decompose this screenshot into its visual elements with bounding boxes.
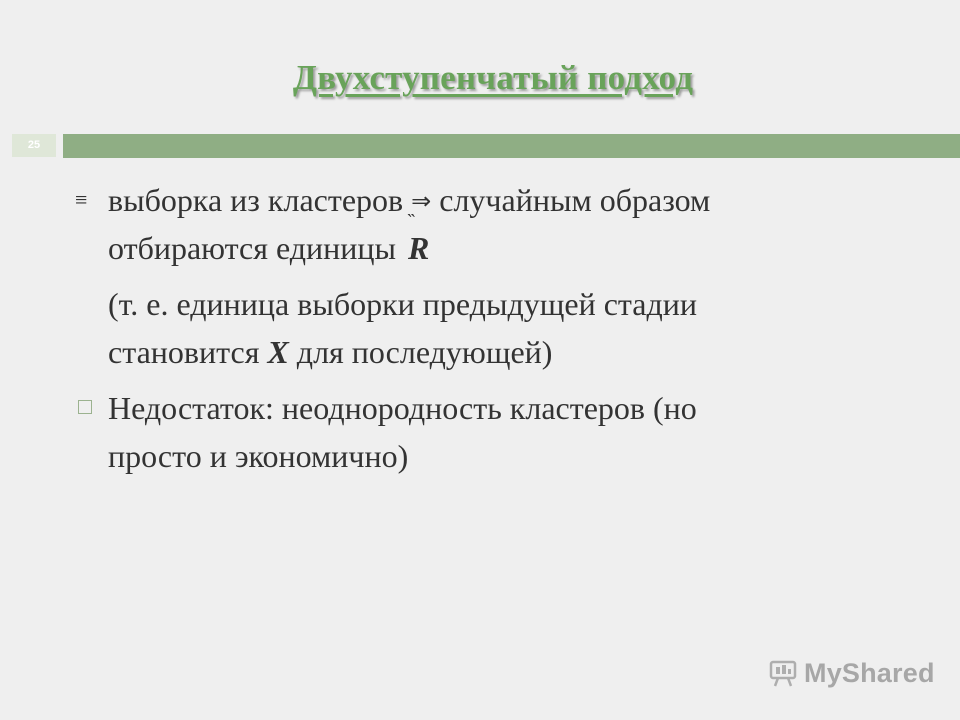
math-x-symbol: X: [267, 334, 289, 370]
bullet-line-4: просто и экономично): [108, 438, 409, 474]
implies-arrow-icon: ⇒: [411, 187, 432, 215]
line1-text-b: случайным образом: [439, 182, 711, 218]
watermark-text: MyShared: [804, 657, 935, 688]
presentation-board-icon: [768, 658, 798, 688]
slide-title: Двухступенчатый подход: [292, 58, 694, 97]
line4-text-b: для последующей): [296, 334, 553, 370]
title-divider-bar: [63, 134, 960, 158]
slide-number: 25: [12, 134, 56, 157]
note-line-2: [108, 328, 552, 376]
myshared-watermark: [768, 655, 935, 691]
equivalence-bullet-icon: ≡: [75, 187, 88, 212]
bullet-line-1: [108, 176, 710, 225]
line2-text: отбираются единицы: [108, 230, 397, 266]
bullet-line-3: Недостаток: неоднородность кластеров (но: [108, 390, 697, 426]
bullet-line-2: [108, 224, 429, 272]
line1-text-a: выборка из кластеров: [108, 182, 404, 218]
square-bullet-icon: [78, 400, 92, 414]
math-r-symbol: R: [408, 230, 430, 266]
line4-text-a: становится: [108, 334, 260, 370]
note-line-1: (т. е. единица выборки предыдущей стадии: [108, 286, 698, 322]
